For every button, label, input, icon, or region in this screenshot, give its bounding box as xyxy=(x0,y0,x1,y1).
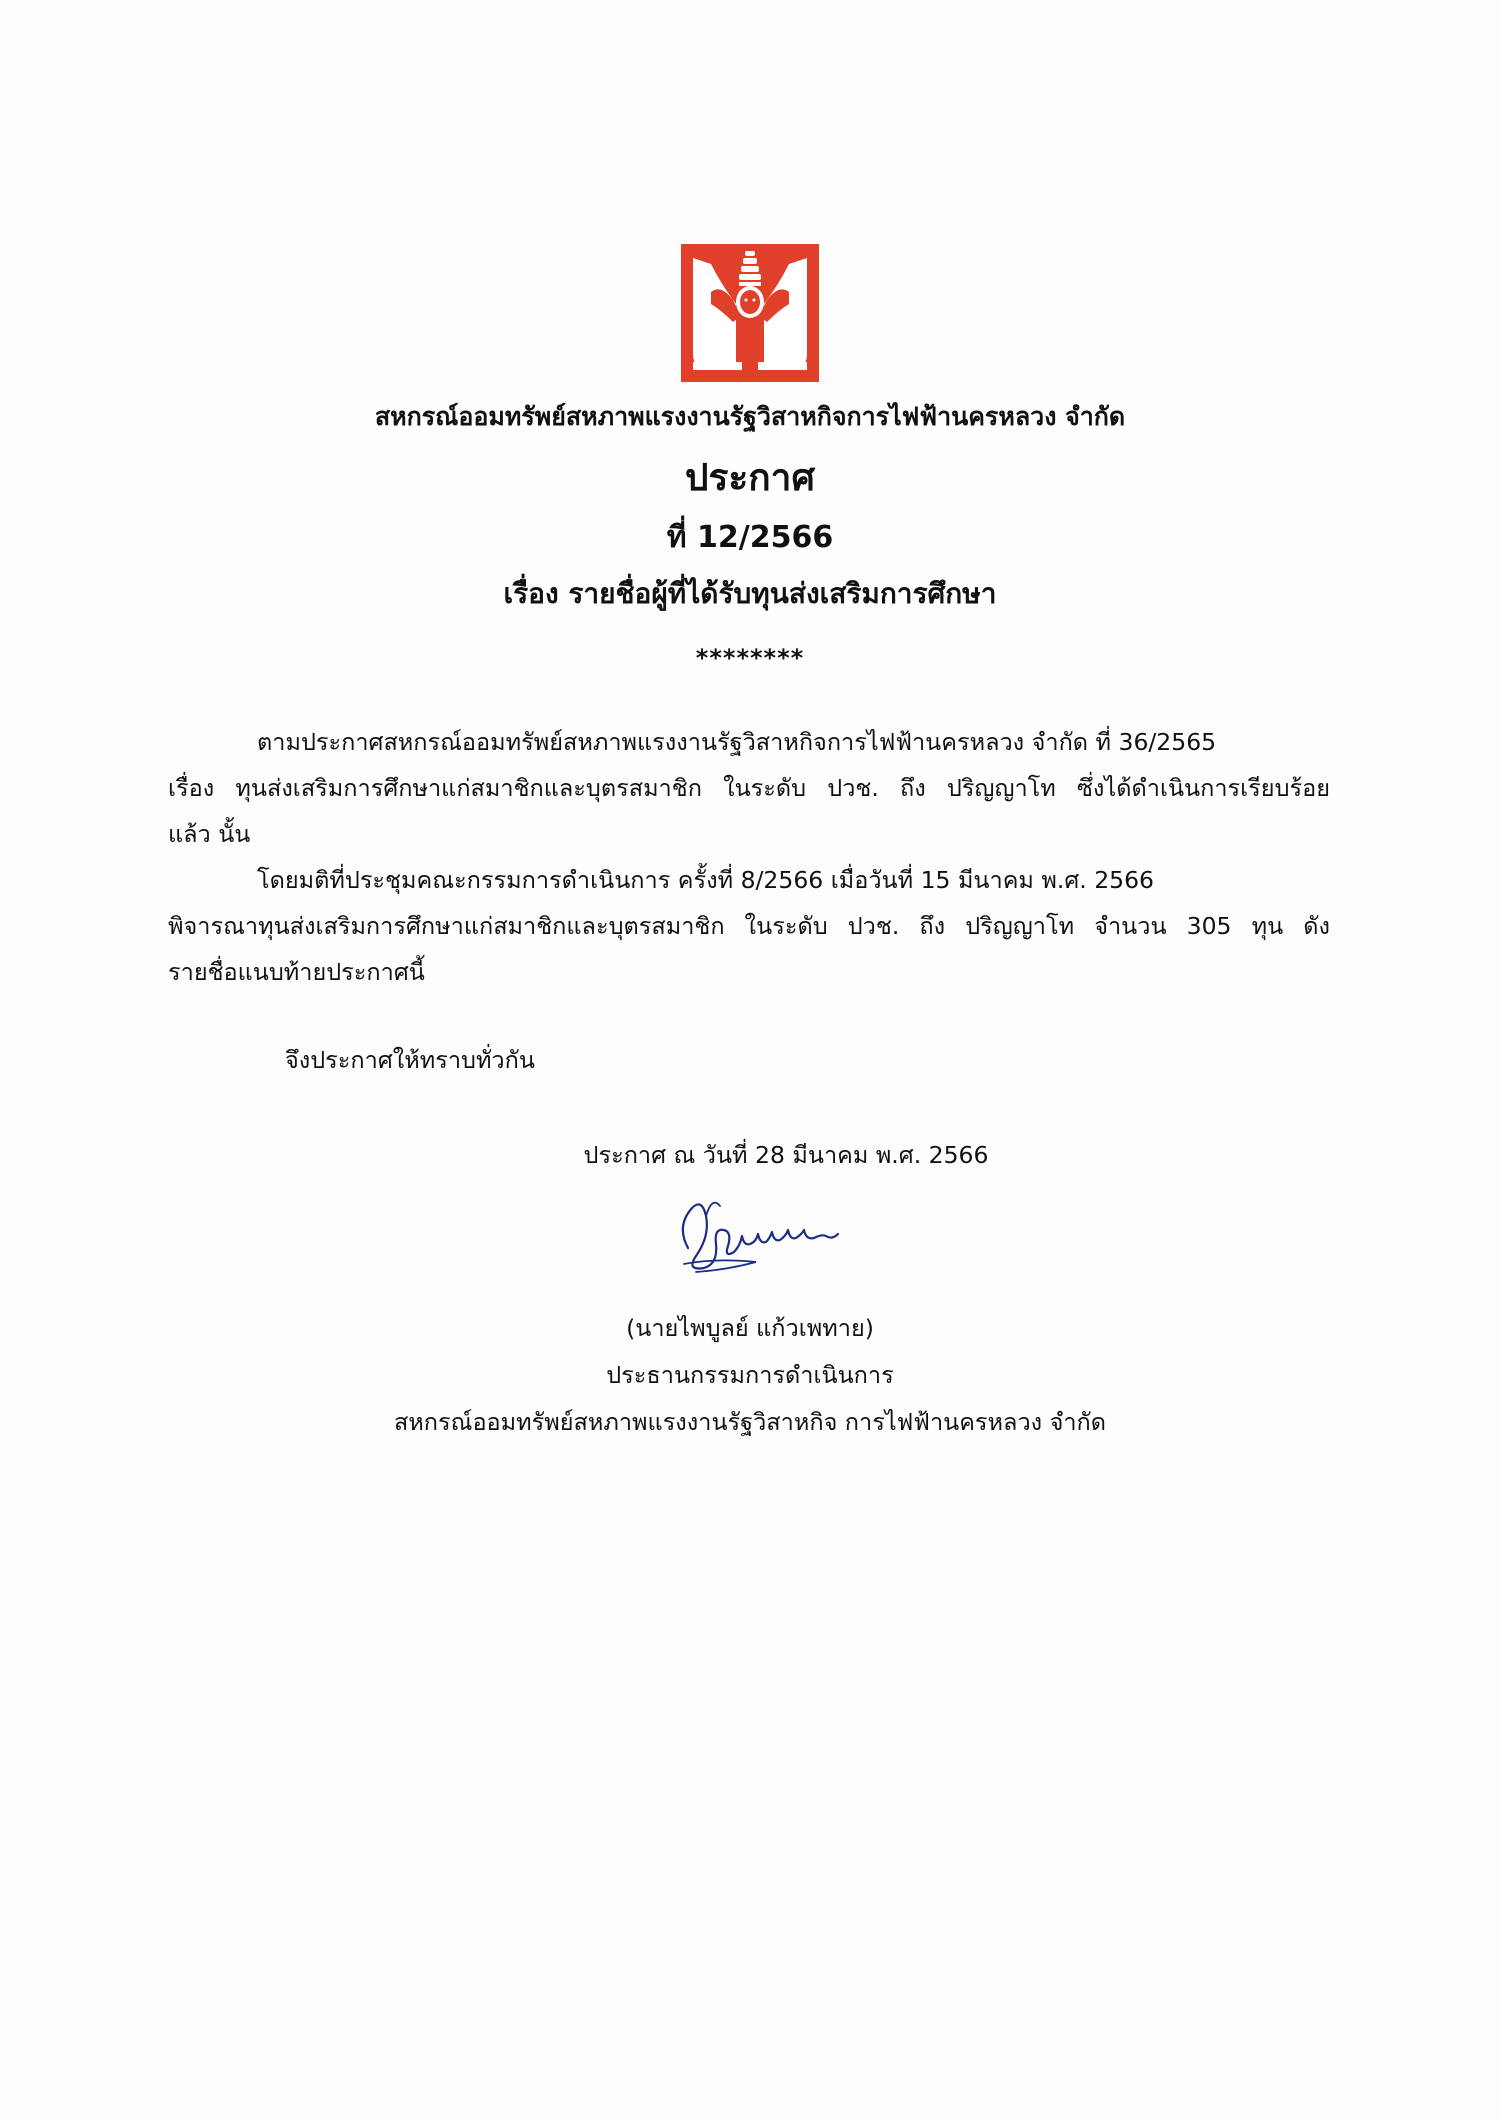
handwritten-signature xyxy=(666,1186,866,1286)
closing-statement: จึงประกาศให้ทราบทั่วกัน xyxy=(285,1046,535,1074)
paragraph-1-line-2: เรื่อง ทุนส่งเสริมการศึกษาแก่สมาชิกและบุตรสมาชิก ในระดับ ปวช. ถึง ปริญญาโท ซึ่งได้ดำเนินการเรียบร้อย xyxy=(168,774,1330,802)
signer-position: ประธานกรรมการดำเนินการ xyxy=(606,1361,894,1389)
organization-title: สหกรณ์ออมทรัพย์สหภาพแรงงานรัฐวิสาหกิจการไฟฟ้านครหลวง จำกัด xyxy=(374,402,1126,431)
paragraph-2-line-2: พิจารณาทุนส่งเสริมการศึกษาแก่สมาชิกและบุตรสมาชิก ในระดับ ปวช. ถึง ปริญญาโท จำนวน 305 ทุน ดัง xyxy=(168,912,1330,940)
signer-name: (นายไพบูลย์ แก้วเพทาย) xyxy=(626,1314,874,1342)
signer-organization: สหกรณ์ออมทรัพย์สหภาพแรงงานรัฐวิสาหกิจ การไฟฟ้านครหลวง จำกัด xyxy=(393,1408,1107,1436)
cooperative-logo xyxy=(681,244,819,382)
announcement-date: ประกาศ ณ วันที่ 28 มีนาคม พ.ศ. 2566 xyxy=(583,1141,989,1169)
paragraph-1-line-1: ตามประกาศสหกรณ์ออมทรัพย์สหภาพแรงงานรัฐวิสาหกิจการไฟฟ้านครหลวง จำกัด ที่ 36/2565 xyxy=(257,728,1217,756)
document-number: ที่ 12/2566 xyxy=(666,520,834,555)
document-subject: เรื่อง รายชื่อผู้ที่ได้รับทุนส่งเสริมการศึกษา xyxy=(503,577,997,610)
paragraph-2-line-3: รายชื่อแนบท้ายประกาศนี้ xyxy=(168,958,425,986)
section-separator: ******** xyxy=(695,644,805,672)
paragraph-2-line-1: โดยมติที่ประชุมคณะกรรมการดำเนินการ ครั้งที่ 8/2566 เมื่อวันที่ 15 มีนาคม พ.ศ. 2566 xyxy=(257,866,1154,894)
document-type: ประกาศ xyxy=(685,456,815,499)
paragraph-1-line-3: แล้ว นั้น xyxy=(168,820,251,848)
